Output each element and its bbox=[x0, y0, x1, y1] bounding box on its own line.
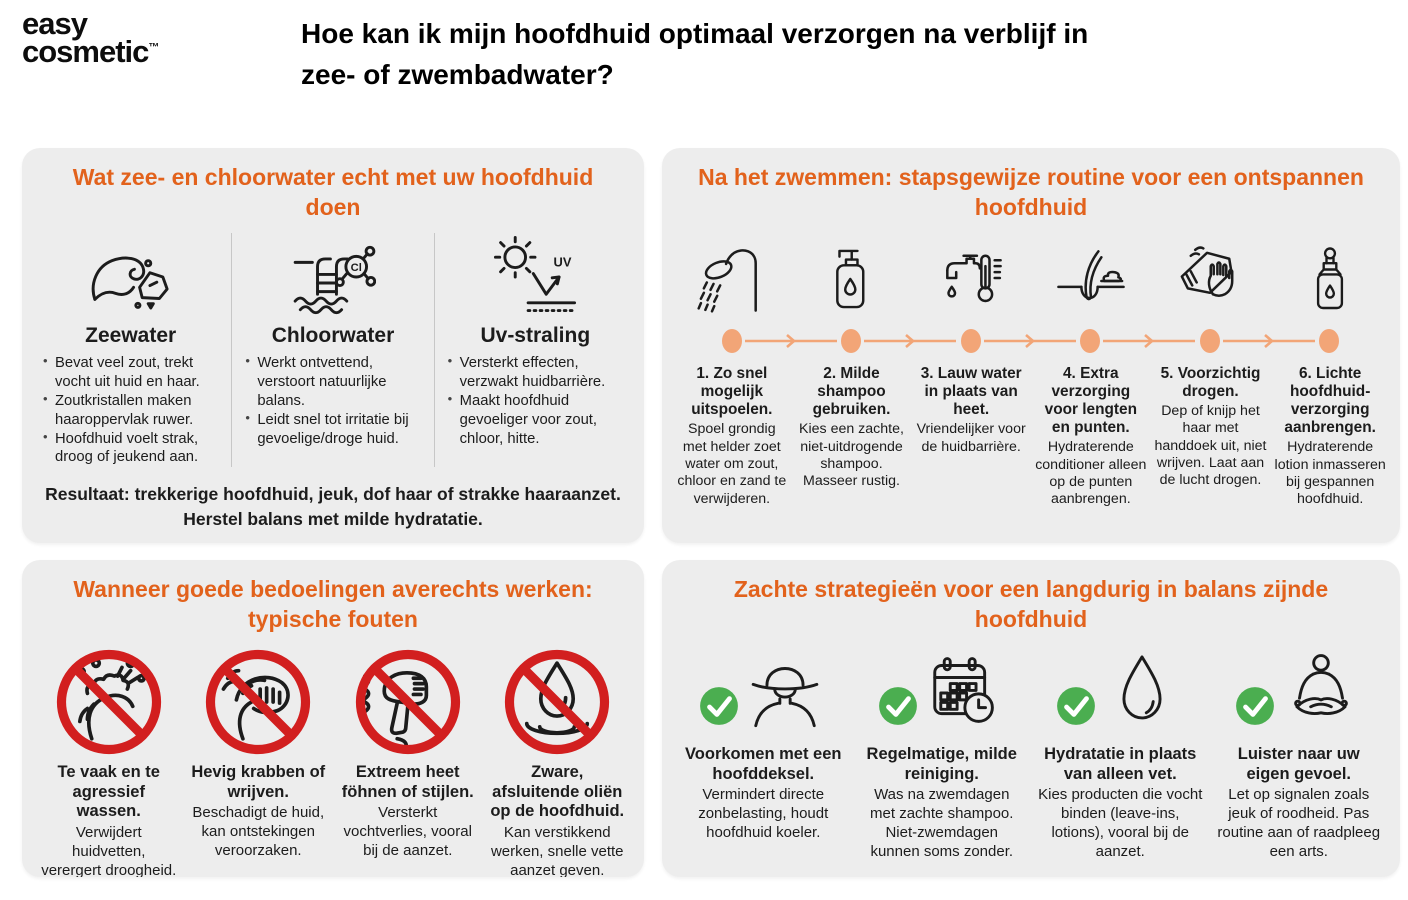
uv-bullets bbox=[447, 354, 624, 449]
dropper-bottle-icon bbox=[1295, 245, 1365, 315]
check-icon bbox=[877, 685, 919, 727]
logo-line2: cosmetic™ bbox=[22, 33, 160, 69]
uv-sun-icon bbox=[492, 234, 578, 320]
mistake-blowdry bbox=[333, 645, 483, 877]
step-text: Spoel grondig met helder zoet water om zout, chloor en zand te verwijderen. bbox=[677, 421, 787, 507]
mistake-washing bbox=[34, 645, 184, 877]
logo-line1: easy bbox=[22, 6, 87, 41]
calendar-clock-icon bbox=[921, 650, 1007, 736]
strategy-text: Let op signalen zoals jeuk of roodheid. Pas routine aan of raadpleeg een arts. bbox=[1217, 786, 1381, 861]
strategy-title: Voorkomen met een hoofddeksel. bbox=[685, 744, 842, 783]
towel-dry-icon bbox=[1173, 241, 1247, 315]
bullet: • Leidt snel tot irritatie bij gevoelige/droge huid. bbox=[244, 411, 421, 449]
step-text: Kies een zachte, niet-uitdrogende shampoo. Masseer rustig. bbox=[799, 421, 904, 490]
effects-columns bbox=[22, 233, 644, 468]
mistake-oils bbox=[483, 645, 633, 877]
strategy-text: Vermindert directe zonbelasting, houdt hoofdhuid koeler. bbox=[698, 786, 829, 842]
check-icon bbox=[1234, 685, 1276, 727]
step-title: 5. Voorzichtig drogen. bbox=[1160, 364, 1261, 400]
routine-timeline bbox=[672, 327, 1390, 355]
mistake-title: Te vaak en te agressief wassen. bbox=[57, 762, 160, 821]
step-text: Hydraterende conditioner alleen op de punten aanbrengen. bbox=[1035, 439, 1147, 508]
step-title: 6. Lichte hoofdhuid-verzorging aanbrengen. bbox=[1284, 364, 1376, 437]
panel-gentle-strategies bbox=[662, 560, 1400, 877]
mistake-title: Zware, afsluitende oliën op de hoofdhuid. bbox=[490, 762, 625, 821]
water-drop-icon bbox=[1099, 650, 1185, 736]
step-text: Vriendelijker voor de huidbarrière. bbox=[916, 421, 1026, 455]
effects-column-chlorine bbox=[231, 233, 433, 468]
trademark-symbol: ™ bbox=[148, 41, 160, 54]
no-rubbing-icon bbox=[204, 648, 312, 756]
strategy-title: Hydratatie in plaats van alleen vet. bbox=[1044, 744, 1197, 783]
routine-step-2 bbox=[792, 365, 912, 509]
routine-step-4 bbox=[1031, 365, 1151, 509]
strategy-text: Was na zwemdagen met zachte shampoo. Niet-zwemdagen kunnen soms zonder. bbox=[870, 786, 1014, 861]
mistake-rubbing bbox=[184, 645, 334, 877]
faucet-thermometer-icon bbox=[934, 241, 1008, 315]
uv-label: UV bbox=[553, 254, 572, 270]
shower-icon bbox=[695, 241, 769, 315]
step-text: Hydraterende lotion inmasseren bij gespannen hoofdhuid. bbox=[1274, 439, 1386, 508]
effects-result: Resultaat: trekkerige hoofdhuid, jeuk, dof haar of strakke haaraanzet. Herstel balans met milde hydratatie. bbox=[45, 484, 621, 529]
bullet: • Maakt hoofdhuid gevoeliger voor zout, chloor, hitte. bbox=[447, 392, 624, 449]
panel-swim-routine bbox=[662, 148, 1400, 543]
chlorine-bullets bbox=[244, 354, 421, 449]
panel-typical-mistakes bbox=[22, 560, 644, 877]
chlorine-symbol-label: Cl bbox=[350, 261, 362, 274]
hair-follicle-icon bbox=[1054, 241, 1128, 315]
bullet: • Bevat veel zout, trekt vocht uit huid en haar. bbox=[42, 354, 219, 392]
mistake-text: Verwijdert huidvetten, verergert droogheid. bbox=[41, 824, 177, 877]
bullet: • Zoutkristallen maken haaroppervlak ruwer. bbox=[42, 392, 219, 430]
page-title-line1: Hoe kan ik mijn hoofdhuid optimaal verzorgen na verblijf in bbox=[301, 18, 1089, 49]
seawater-bullets bbox=[42, 354, 219, 468]
step-text: Dep of knijp het haar met handdoek uit, niet wrijven. Laat aan de lucht drogen. bbox=[1154, 403, 1267, 489]
mistake-title: Hevig krabben of wrijven. bbox=[191, 762, 326, 801]
strategy-title: Luister naar uw eigen gevoel. bbox=[1237, 744, 1360, 783]
routine-step-1 bbox=[672, 365, 792, 509]
routine-steps bbox=[662, 235, 1400, 509]
bullet: • Versterkt effecten, verzwakt huidbarrière. bbox=[447, 354, 624, 392]
effects-column-seawater bbox=[30, 233, 231, 468]
effects-column-uv bbox=[434, 233, 636, 468]
routine-step-6 bbox=[1270, 365, 1390, 509]
no-hot-blowdry-icon bbox=[354, 648, 462, 756]
check-icon bbox=[1055, 685, 1097, 727]
routine-step-5 bbox=[1151, 365, 1271, 509]
bullet: • Hoofdhuid voelt strak, droog of jeukend aan. bbox=[42, 430, 219, 468]
mistake-text: Versterkt vochtverlies, vooral bij de aanzet. bbox=[343, 804, 472, 860]
bullet: • Werkt ontvettend, verstoort natuurlijke balans. bbox=[244, 354, 421, 411]
shampoo-bottle-icon bbox=[815, 243, 887, 315]
page-title bbox=[301, 14, 1261, 95]
chlorine-title: Chloorwater bbox=[271, 323, 395, 347]
step-title: 1. Zo snel mogelijk uitspoelen. bbox=[691, 364, 773, 419]
no-aggressive-washing-icon bbox=[55, 648, 163, 756]
strategy-cleansing bbox=[853, 645, 1032, 862]
strategy-title: Regelmatige, milde reiniging. bbox=[866, 744, 1017, 783]
panel-strategies-title: Zachte strategieën voor een langdurig in balans zijnde hoofdhuid bbox=[733, 576, 1329, 632]
meditation-icon bbox=[1278, 650, 1364, 736]
mistake-items bbox=[22, 645, 644, 877]
strategy-text: Kies producten die vocht binden (leave-ins, lotions), vooral bij de aanzet. bbox=[1038, 786, 1203, 861]
strategy-headwear bbox=[674, 645, 853, 862]
panel-routine-title: Na het zwemmen: stapsgewijze routine voor een ontspannen hoofdhuid bbox=[698, 164, 1364, 220]
seawater-title: Zeewater bbox=[85, 323, 177, 347]
step-title: 3. Lauw water in plaats van heet. bbox=[920, 364, 1022, 419]
step-title: 4. Extra verzorging voor lengten en punten. bbox=[1044, 364, 1137, 437]
mistake-text: Kan verstikkend werken, snelle vette aanzet geven. bbox=[490, 824, 624, 877]
wave-icon bbox=[88, 234, 174, 320]
strategy-hydration bbox=[1031, 645, 1210, 862]
page-title-line2: zee- of zwembadwater? bbox=[301, 58, 614, 90]
strategy-items bbox=[662, 645, 1400, 862]
panel-water-effects bbox=[22, 148, 644, 543]
step-title: 2. Milde shampoo gebruiken. bbox=[812, 364, 891, 419]
check-icon bbox=[698, 685, 740, 727]
easycosmetic-logo bbox=[22, 6, 160, 69]
mistake-title: Extreem heet föhnen of stijlen. bbox=[341, 762, 474, 801]
uv-title: Uv-straling bbox=[480, 323, 591, 347]
sun-hat-person-icon bbox=[742, 650, 828, 736]
routine-step-3 bbox=[911, 365, 1031, 509]
panel-effects-title: Wat zee- en chloorwater echt met uw hoofdhuid doen bbox=[72, 164, 594, 220]
pool-chlorine-icon bbox=[290, 234, 376, 320]
panel-mistakes-title: Wanneer goede bedoelingen averechts werken: typische fouten bbox=[73, 576, 593, 632]
mistake-text: Beschadigt de huid, kan ontstekingen veroorzaken. bbox=[192, 804, 325, 860]
no-heavy-oils-icon bbox=[503, 648, 611, 756]
strategy-listen bbox=[1210, 645, 1389, 862]
